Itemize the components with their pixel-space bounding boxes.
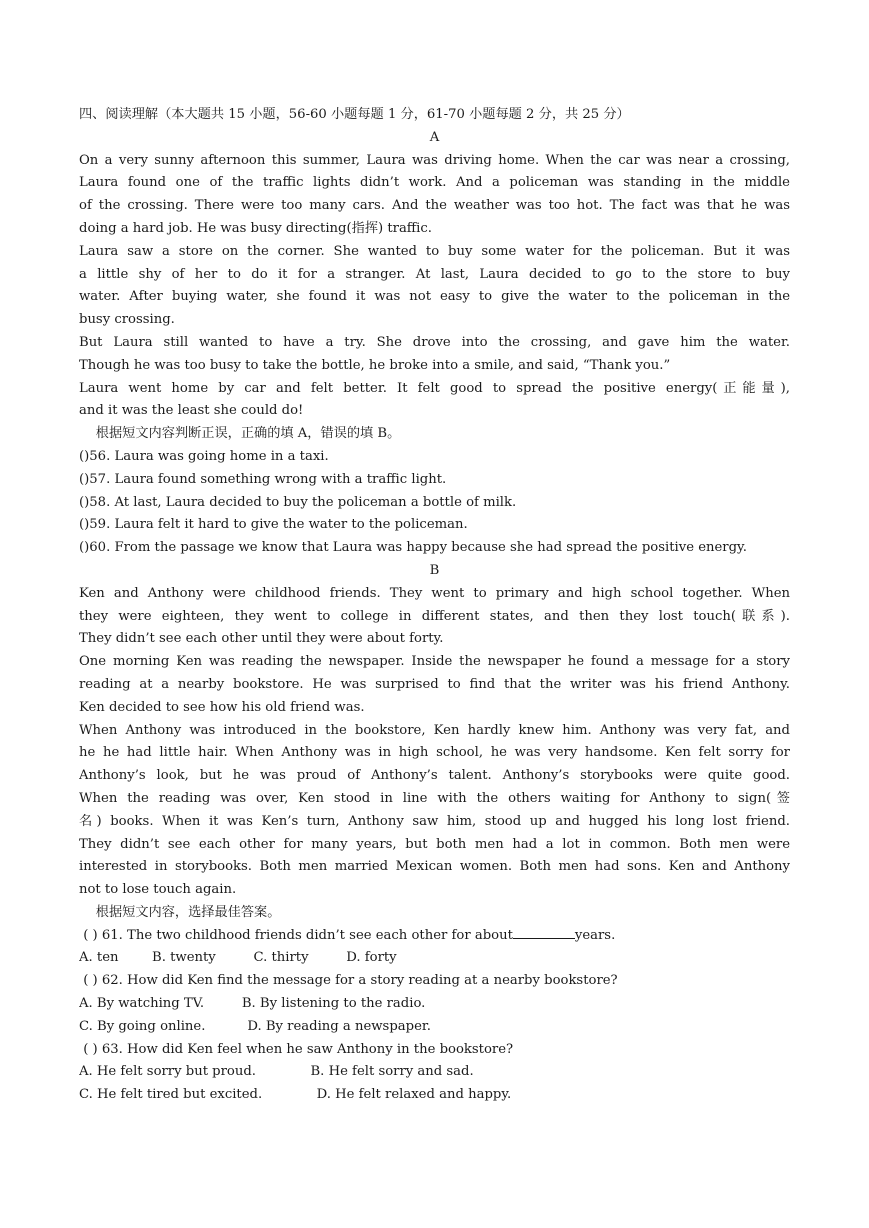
question-62: ( ) 62. How did Ken find the message for a story reading at a nearby bookstore? bbox=[79, 973, 618, 989]
passage-b-instruction: 根据短文内容，选择最佳答案。 bbox=[79, 904, 281, 920]
passage-b-line: reading at a nearby bookstore. He was surprised to find that the writer was his friend Anthony. bbox=[79, 676, 790, 692]
section-heading: 四、阅读理解（本大题共 15 小题，56-60 小题每题 1 分，61-70 小题每题 2 分，共 25 分） bbox=[79, 107, 630, 122]
passage-b-line: 名) books. When it was Ken’s turn, Anthony saw him, stood up and hugged his long lost friend. bbox=[79, 813, 790, 829]
passage-a-line: water. After buying water, she found it was not easy to give the water to the policeman in the bbox=[79, 289, 790, 305]
passage-a-line: and it was the least she could do! bbox=[79, 403, 304, 419]
passage-b-line: Ken decided to see how his old friend was. bbox=[79, 699, 365, 715]
question-56: ()56. Laura was going home in a taxi. bbox=[79, 448, 329, 464]
passage-a-line: busy crossing. bbox=[79, 312, 175, 328]
passage-a-line: Though he was too busy to take the bottle, he broke into a smile, and said, “Thank you.” bbox=[79, 357, 671, 373]
question-59: ()59. Laura felt it hard to give the water to the policeman. bbox=[79, 517, 468, 533]
question-63: ( ) 63. How did Ken feel when he saw Anthony in the bookstore? bbox=[79, 1041, 514, 1057]
passage-a-line: But Laura still wanted to have a try. She drove into the crossing, and gave him the water. bbox=[79, 334, 790, 350]
question-63-options: C. He felt tired but excited. D. He felt relaxed and happy. bbox=[79, 1087, 512, 1103]
question-61-stem-end: years. bbox=[574, 927, 616, 943]
passage-a-line: On a very sunny afternoon this summer, Laura was driving home. When the car was near a crossing, bbox=[79, 152, 790, 168]
passage-b-line: One morning Ken was reading the newspaper. Inside the newspaper he found a message for a story bbox=[79, 654, 790, 670]
passage-b-line: They didn’t see each other until they were about forty. bbox=[79, 631, 444, 647]
passage-a-line: Laura went home by car and felt better. It felt good to spread the positive energy(正能量), bbox=[79, 380, 790, 396]
passage-a-line: doing a hard job. He was busy directing(指挥) traffic. bbox=[79, 220, 432, 236]
passage-b-line: When Anthony was introduced in the bookstore, Ken hardly knew him. Anthony was very fat, and bbox=[79, 722, 790, 738]
question-61 bbox=[79, 925, 790, 948]
question-60: ()60. From the passage we know that Laura was happy because she had spread the positive energy. bbox=[79, 540, 747, 556]
passage-b-text bbox=[79, 583, 790, 902]
passage-b-line: interested in storybooks. Both men married Mexican women. Both men had sons. Ken and Anthony bbox=[79, 859, 790, 875]
passage-b-label: B bbox=[429, 562, 440, 578]
passage-a-text bbox=[79, 150, 790, 424]
passage-b-line: not to lose touch again. bbox=[79, 882, 237, 898]
question-57: ()57. Laura found something wrong with a traffic light. bbox=[79, 471, 447, 487]
passage-a-label: A bbox=[429, 129, 440, 145]
passage-a-instruction: 根据短文内容判断正误，正确的填 A，错误的填 B。 bbox=[79, 426, 401, 442]
answer-blank[interactable] bbox=[513, 926, 575, 939]
question-63-options: A. He felt sorry but proud. B. He felt sorry and sad. bbox=[79, 1064, 474, 1080]
passage-a-line: of the crossing. There were too many cars. And the weather was too hot. The fact was that he was bbox=[79, 198, 790, 214]
exam-page bbox=[79, 104, 790, 1107]
passage-b-line: Anthony’s look, but he was proud of Anthony’s talent. Anthony’s storybooks were quite good. bbox=[79, 768, 790, 784]
question-61-options: A. ten B. twenty C. thirty D. forty bbox=[79, 950, 397, 966]
passage-b-line: They didn’t see each other for many years, but both men had a lot in common. Both men were bbox=[79, 836, 790, 852]
passage-a-line: a little shy of her to do it for a stranger. At last, Laura decided to go to the store to buy bbox=[79, 266, 790, 282]
passage-b-line: Ken and Anthony were childhood friends. They went to primary and high school together. When bbox=[79, 585, 790, 601]
passage-b-line: he he had little hair. When Anthony was in high school, he was very handsome. Ken felt sorry for bbox=[79, 745, 790, 761]
question-62-options: A. By watching TV. B. By listening to the radio. bbox=[79, 996, 426, 1012]
passage-b-line: they were eighteen, they went to college in different states, and then they lost touch(联系). bbox=[79, 608, 790, 624]
passage-a-line: Laura found one of the traffic lights didn’t work. And a policeman was standing in the middle bbox=[79, 175, 790, 191]
question-61-stem: ( ) 61. The two childhood friends didn’t see each other for about bbox=[79, 927, 513, 943]
question-58: ()58. At last, Laura decided to buy the policeman a bottle of milk. bbox=[79, 494, 517, 510]
question-62-options: C. By going online. D. By reading a newspaper. bbox=[79, 1018, 431, 1034]
passage-a-line: Laura saw a store on the corner. She wanted to buy some water for the policeman. But it was bbox=[79, 243, 790, 259]
passage-b-line: When the reading was over, Ken stood in line with the others waiting for Anthony to sign(签 bbox=[79, 790, 790, 806]
